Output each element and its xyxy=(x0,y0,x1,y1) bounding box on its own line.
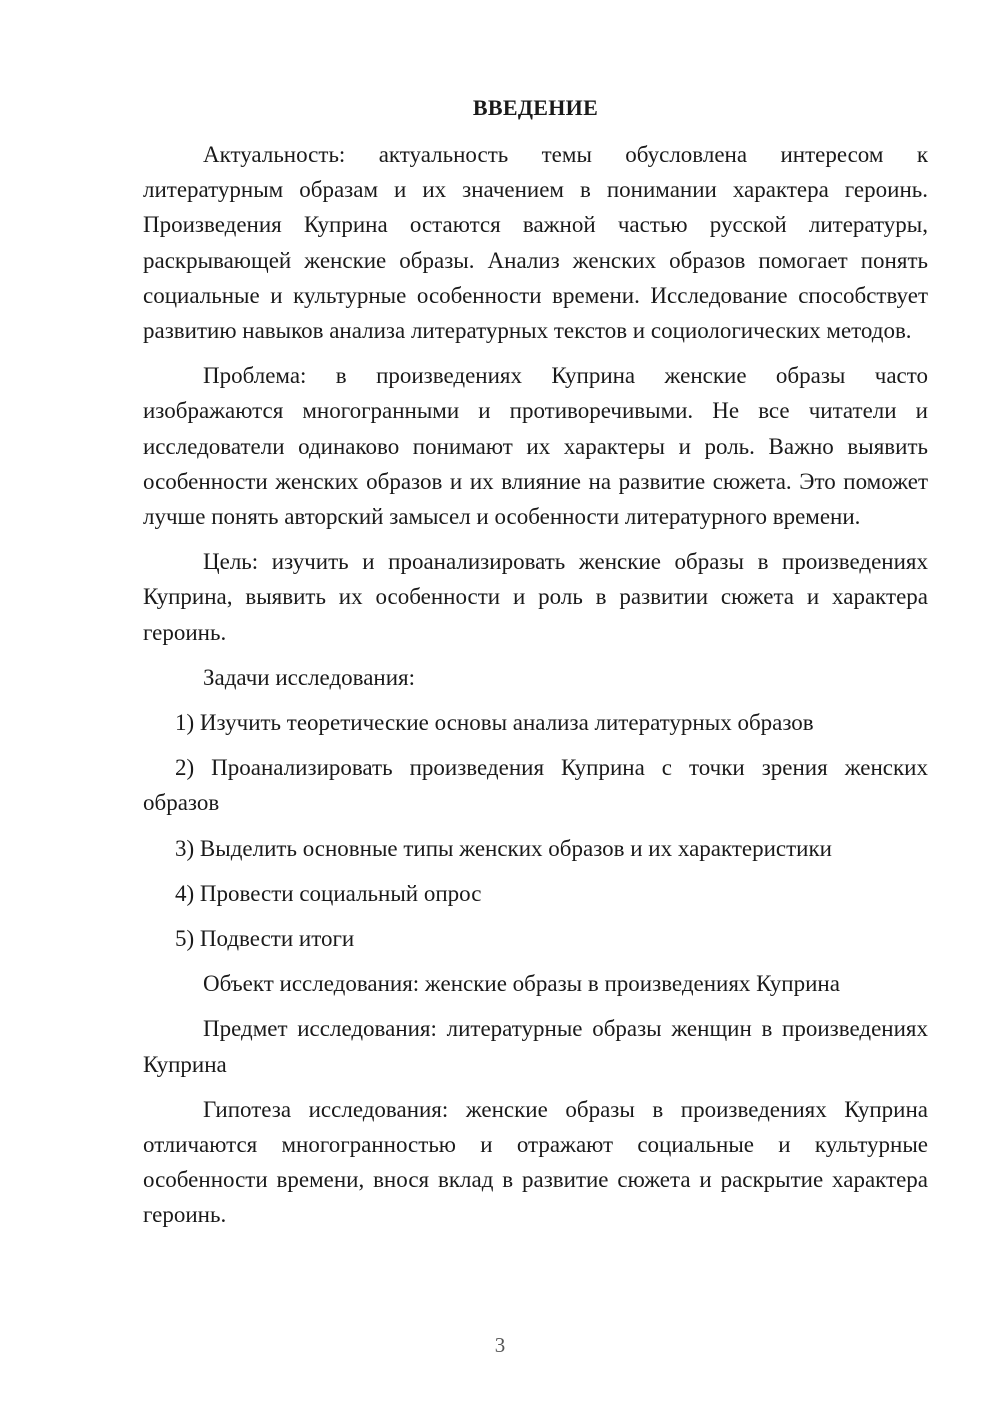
paragraph-problem: Проблема: в произведениях Куприна женские образы часто изображаются многогранными и противоречивыми. Не все читатели и исследователи одинаково понимают их характеры и роль. Важно выявить особенности женских образов и их влияние на развитие сюжета. Это поможет лучше понять авторский замысел и особенности литературного времени. xyxy=(143,363,928,530)
paragraph-object: Объект исследования: женские образы в произведениях Куприна xyxy=(203,971,840,997)
paragraph-relevance: Актуальность: актуальность темы обусловлена интересом к литературным образам и их значением в понимании характера героинь. Произведения Куприна остаются важной частью русской литературы, раскрывающей женские образы. Анализ женских образов помогает понять социальные и культурные особенности времени. Исследование способствует развитию навыков анализа литературных текстов и социологических методов. xyxy=(143,142,928,344)
page-number: 3 xyxy=(494,1333,506,1357)
page-content xyxy=(143,92,928,1243)
paragraph-hypothesis: Гипотеза исследования: женские образы в произведениях Куприна отличаются многогранностью и отражают социальные и культурные особенности времени, внося вклад в развитие сюжета и раскрытие характера героинь. xyxy=(143,1096,928,1228)
paragraph-goal: Цель: изучить и проанализировать женские образы в произведениях Куприна, выявить их особенности и роль в развитии сюжета и характера героинь. xyxy=(143,549,928,645)
task-item-4: 4) Провести социальный опрос xyxy=(175,880,482,906)
task-item-5: 5) Подвести итоги xyxy=(175,926,355,952)
section-heading: ВВЕДЕНИЕ xyxy=(472,95,599,120)
task-item-3: 3) Выделить основные типы женских образов и их характеристики xyxy=(175,835,832,861)
paragraph-subject: Предмет исследования: литературные образы женщин в произведениях Куприна xyxy=(143,1016,928,1077)
paragraph-tasks-intro: Задачи исследования: xyxy=(203,664,416,690)
task-item-2: 2) Проанализировать произведения Куприна с точки зрения женских образов xyxy=(143,755,928,816)
task-item-1: 1) Изучить теоретические основы анализа литературных образов xyxy=(175,710,814,736)
